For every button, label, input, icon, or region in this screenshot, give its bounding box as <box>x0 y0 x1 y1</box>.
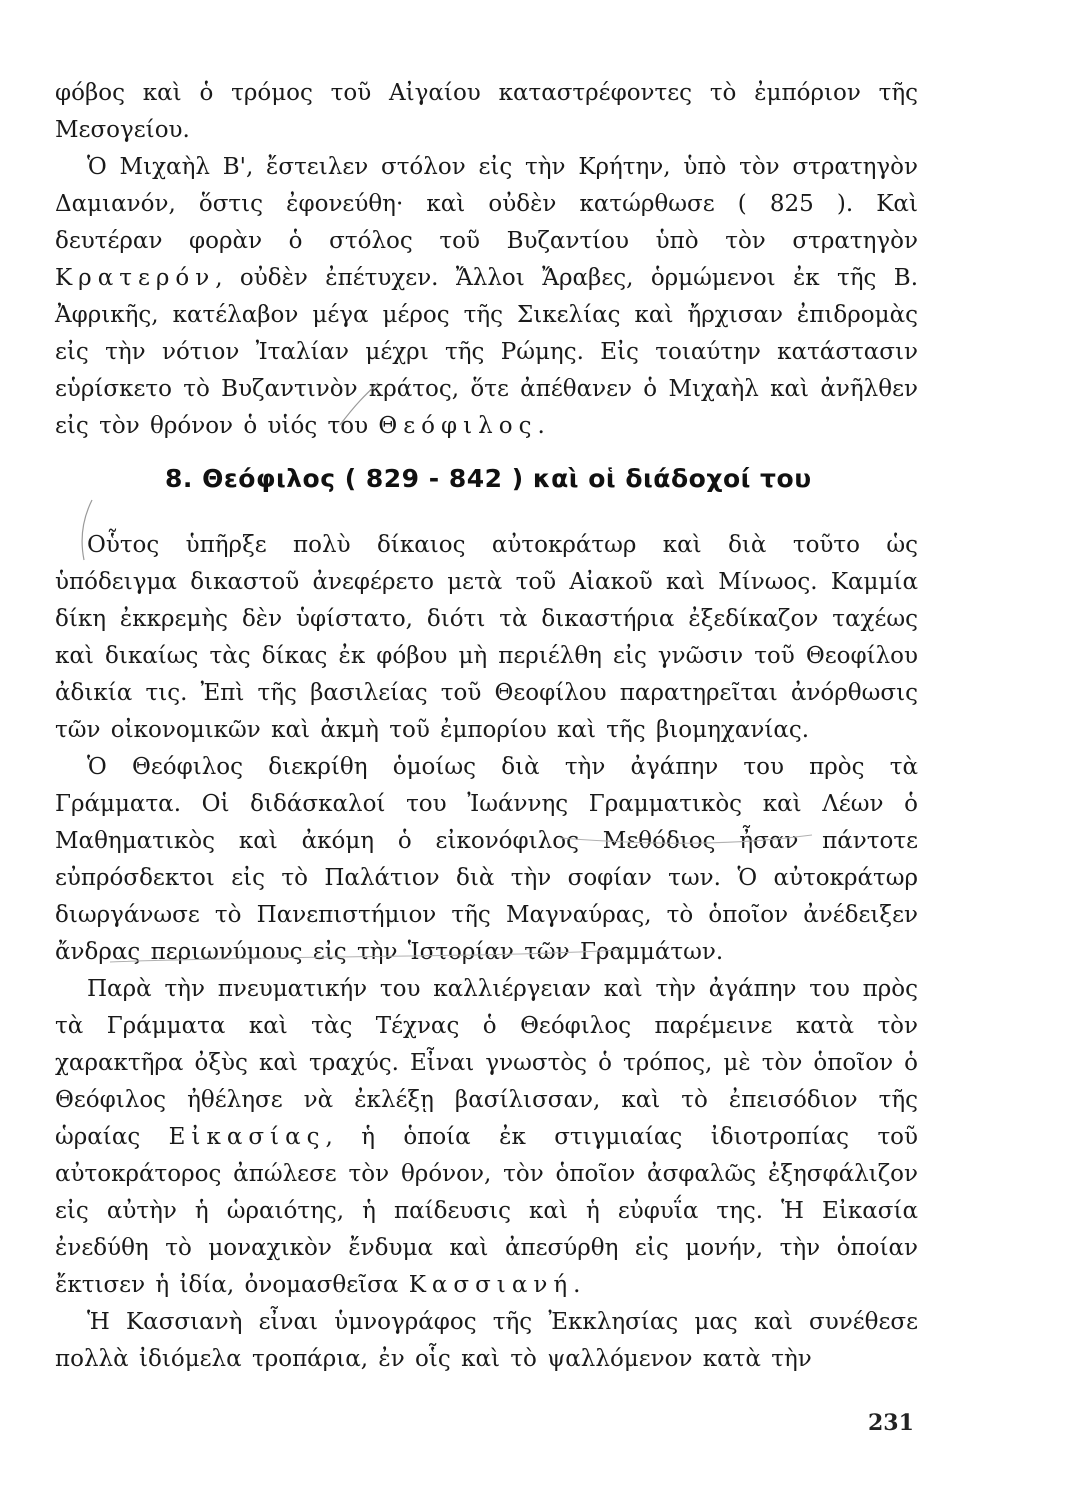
pencil-stroke-2 <box>82 500 92 560</box>
paragraph-letters: Ὁ Θεόφιλος διεκρίθη ὁμοίως διὰ τὴν ἀγάπην του πρὸς τὰ Γράμματα. Οἱ διδάσκαλοί του Ἰωάννης Γραμματικὸς καὶ Λέων ὁ Μαθηματικὸς καὶ ἀκόμη ὁ εἰκονόφιλος Μεθόδιος ἦσαν πάντοτε εὐπρόσδεκτοι εἰς τὸ Παλάτιον διὰ τὴν σοφίαν των. Ὁ αὐτοκράτωρ διωργάνωσε τὸ Πανεπιστήμιον τῆς Μαγναύρας, τὸ ὁποῖον ἀνέδειξεν ἄνδρας περιωνύμους εἰς τὴν Ἱστορίαν τῶν Γραμμάτων. <box>55 754 918 965</box>
name-krateros: Κρατερόν <box>55 265 216 291</box>
section-heading: 8. Θεόφιλος ( 829 - 842 ) καὶ οἱ διάδοχοί του <box>165 464 812 493</box>
paragraph-just-emperor: Οὗτος ὑπῆρξε πολὺ δίκαιος αὐτοκράτωρ καὶ διὰ τοῦτο ὡς ὑπόδειγμα δικαστοῦ ἀνεφέρετο μετὰ τοῦ Αἰακοῦ καὶ Μίνωος. Καμμία δίκη ἐκκρεμὴς δὲν ὑφίστατο, διότι τὰ δικαστήρια ἐξεδίκαζον ταχέως καὶ δικαίως τὰς δίκας ἐκ φόβου μὴ περιέλθη εἰς γνῶσιν τοῦ Θεοφίλου ἀδικία τις. Ἐπὶ τῆς βασιλείας τοῦ Θεοφίλου παρατηρεῖται ἀνόρθωσις τῶν οἰκονομικῶν καὶ ἀκμὴ τοῦ ἐμπορίου καὶ τῆς βιομηχανίας. <box>55 532 918 743</box>
name-theophilos: Θεόφιλος <box>378 413 538 439</box>
pencil-stroke-1 <box>340 383 378 425</box>
paragraph-michael-start: Ὁ Μιχαὴλ Β', ἔστειλεν στόλον εἰς τὴν Κρήτην, ὑπὸ τὸν στρατηγὸν Δαμιανόν, ὅστις ἐφονεύθη· καὶ οὐδὲν κατώρθωσε ( 825 ). Καὶ δευτέραν φορὰν ὁ στόλος τοῦ Βυζαντίου ὑπὸ τὸν στρατηγὸν <box>55 154 918 254</box>
intro-line-2: Μεσογείου. <box>55 117 190 143</box>
paragraph-character-start: Παρὰ τὴν πνευματικήν του καλλιέργειαν καὶ τὴν ἀγάπην του πρὸς τὰ Γράμματα καὶ τὰς Τέχνας ὁ Θεόφιλος παρέμεινε κατὰ τὸν χαρακτῆρα ὀξὺς καὶ τραχύς. Εἶναι γνωστὸς ὁ τρόπος, μὲ τὸν ὁποῖον ὁ Θεόφιλος ἠθέλησε νὰ ἐκλέξῃ βασίλισσαν, καὶ τὸ ἐπεισόδιον τῆς ὡραίας <box>55 976 918 1150</box>
paragraph-character-middle: , ἡ ὁποία ἐκ στιγμιαίας ἰδιοτροπίας τοῦ αὐτοκράτορος ἀπώλεσε τὸν θρόνον, τὸν ὁποῖον ἀσφαλῶς ἐξησφάλιζον εἰς αὐτὴν ἡ ὡραιότης, ἡ παίδευσις καὶ ἡ εὐφυΐα της. Ἡ Εἰκασία ἐνεδύθη τὸ μοναχικὸν ἔνδυμα καὶ ἀπεσύρθη εἰς μονήν, τὴν ὁποίαν ἔκτισεν ἡ ἰδία, ὀνομασθεῖσα <box>55 1124 919 1298</box>
paragraph-character-end: . <box>573 1272 581 1298</box>
pencil-stroke-4 <box>560 835 812 843</box>
paragraph-michael-middle: , οὐδὲν ἐπέτυχεν. Ἄλλοι Ἄραβες, ὁρμώμενοι ἐκ τῆς Β. Ἀφρικῆς, κατέλαβον μέγα μέρος τῆς Σικελίας καὶ ἤρχισαν ἐπιδρομὰς εἰς τὴν νότιον Ἰταλίαν μέχρι τῆς Ρώμης. Εἰς τοιαύτην κατάστασιν εὑρίσκετο τὸ Βυζαντινὸν κράτος, ὅτε ἀπέθανεν ὁ Μιχαὴλ καὶ ἀνῆλθεν εἰς τὸν θρόνον ὁ υἱός του <box>55 265 918 439</box>
name-kassiani: Κασσιανή <box>408 1272 574 1298</box>
paragraph-michael-end: . <box>537 413 545 439</box>
paragraph-kassiani: Ἡ Κασσιανὴ εἶναι ὑμνογράφος τῆς Ἐκκλησίας μας καὶ συνέθεσε πολλὰ ἰδιόμελα τροπάρια, ἐν οἷς καὶ τὸ ψαλλόμενον κατὰ τὴν <box>55 1309 918 1372</box>
pencil-stroke-3 <box>110 950 620 962</box>
page-number: 231 <box>868 1410 914 1436</box>
name-eikasias: Εἰκασίας <box>168 1124 326 1150</box>
intro-line-1: φόβος καὶ ὁ τρόμος τοῦ Αἰγαίου καταστρέφοντες τὸ ἐμπόριον τῆς <box>55 80 918 106</box>
